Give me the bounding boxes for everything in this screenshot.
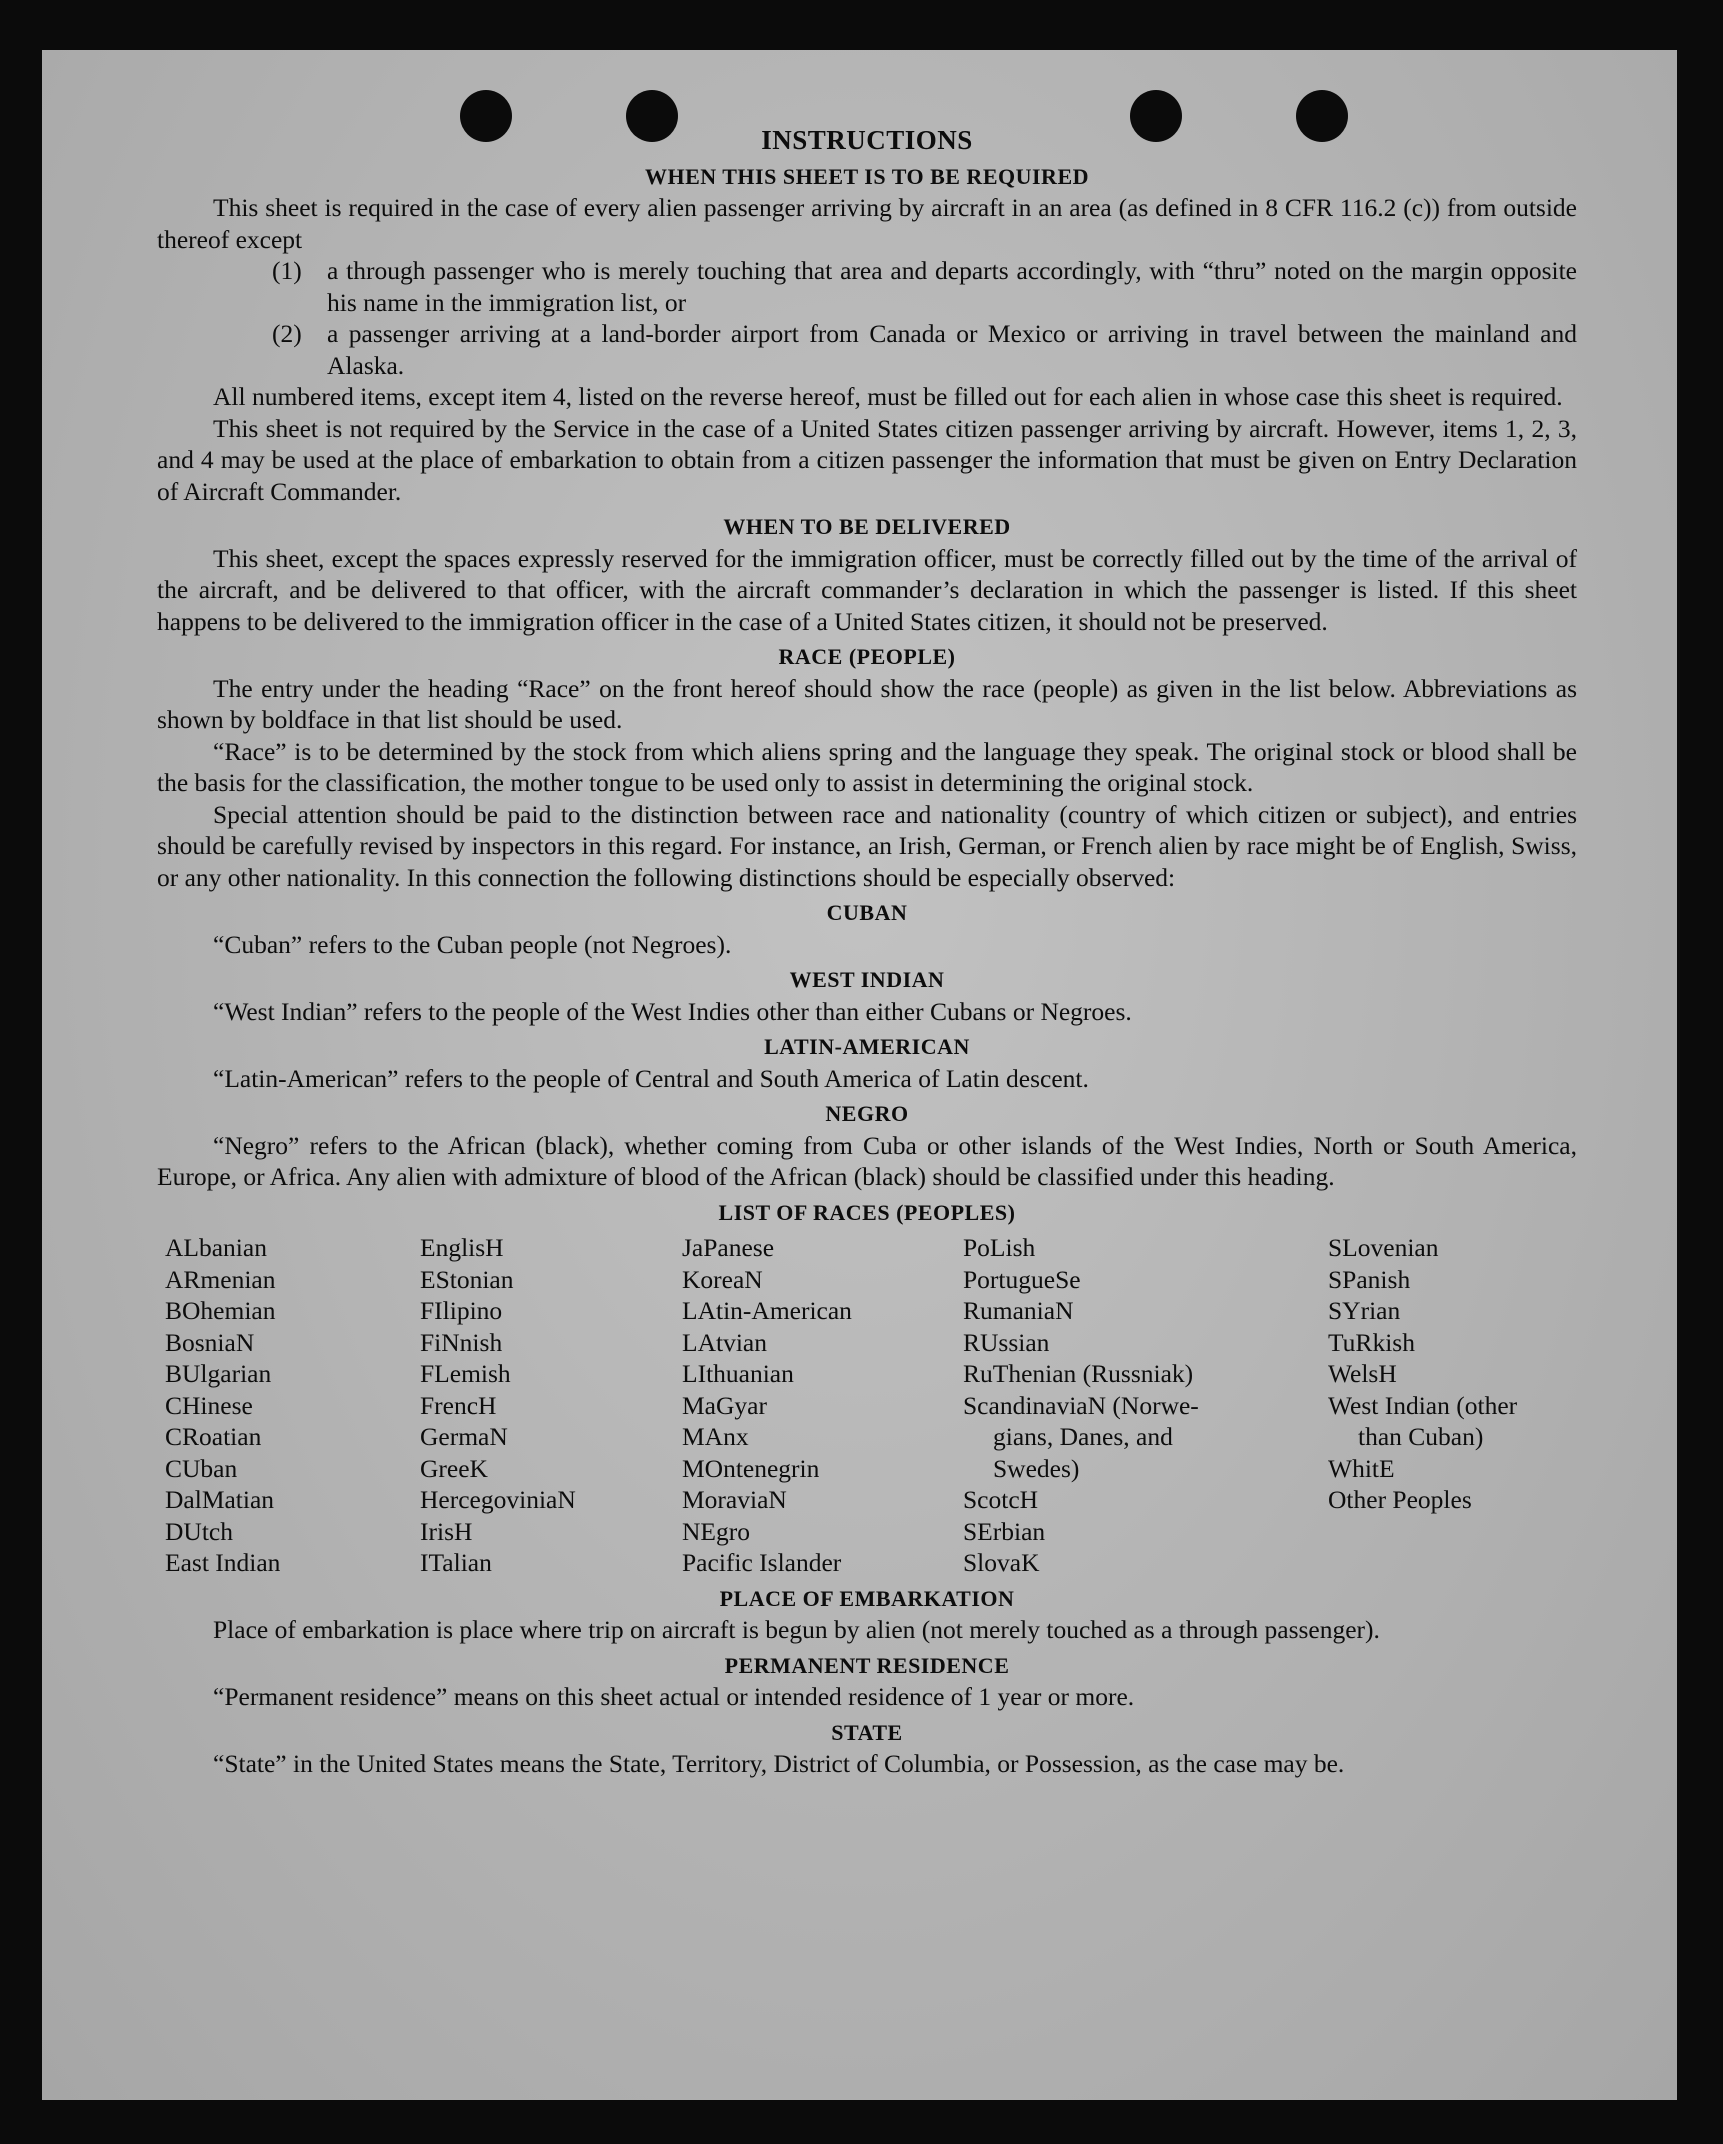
race-entry: SPanish bbox=[1328, 1264, 1411, 1294]
section-heading-race: RACE (PEOPLE) bbox=[778, 644, 956, 669]
races-column bbox=[963, 1232, 1328, 1579]
race-entry: ARmenian bbox=[165, 1264, 276, 1294]
required-intro: This sheet is required in the case of every alien passenger arriving by aircraft in an area (as defined in 8 CFR 116.2 (c)) from outside thereof except bbox=[157, 193, 1577, 254]
race-entry: Other Peoples bbox=[1328, 1485, 1472, 1514]
race-entry: FIlipino bbox=[420, 1296, 503, 1325]
race-entry: BUlgarian bbox=[165, 1359, 272, 1388]
race-entry: RUssian bbox=[963, 1327, 1050, 1357]
section-heading-embarkation: PLACE OF EMBARKATION bbox=[719, 1585, 1015, 1611]
race-entry: FrencH bbox=[420, 1390, 497, 1420]
race-entry: GreeK bbox=[420, 1453, 488, 1483]
race-entry: LAtvian bbox=[682, 1327, 767, 1357]
race-entry: CUban bbox=[165, 1453, 238, 1483]
race-entry: RuThenian (Russniak) bbox=[963, 1359, 1194, 1388]
races-column bbox=[165, 1232, 420, 1579]
race-entry: CHinese bbox=[165, 1390, 253, 1420]
section-heading-delivered: WHEN TO BE DELIVERED bbox=[723, 514, 1011, 539]
race-entry: SlovaK bbox=[963, 1548, 1040, 1577]
race-entry: HercegoviniaN bbox=[420, 1485, 576, 1514]
cuban-text: “Cuban” refers to the Cuban people (not Negroes). bbox=[213, 929, 732, 959]
races-table bbox=[165, 1232, 1577, 1579]
race-entry: GermaN bbox=[420, 1422, 508, 1451]
race-entry: EnglisH bbox=[420, 1233, 504, 1262]
race-entry: KoreaN bbox=[682, 1264, 763, 1294]
race-entry: BosniaN bbox=[165, 1327, 255, 1357]
section-heading-cuban: CUBAN bbox=[826, 900, 908, 925]
race-entry: EStonian bbox=[420, 1264, 514, 1294]
race-entry: SYrian bbox=[1328, 1296, 1401, 1325]
list-number: (1) bbox=[272, 256, 302, 285]
race-para3: Special attention should be paid to the distinction between race and nationality (country of which citizen or subject), and entries should be carefully revised by inspectors in this regard. For instance, an Irish, German, or French alien by race might be of English, Swiss, or any other nationality. In this connection the following distinctions should be especially observed: bbox=[157, 799, 1577, 892]
race-entry: DUtch bbox=[165, 1516, 233, 1546]
race-entry: CRoatian bbox=[165, 1422, 262, 1451]
race-entry: LIthuanian bbox=[682, 1359, 794, 1388]
section-heading-latin-american: LATIN-AMERICAN bbox=[764, 1034, 970, 1059]
residence-text: “Permanent residence” means on this sheet actual or intended residence of 1 year or more. bbox=[213, 1682, 1135, 1711]
race-para1: The entry under the heading “Race” on the front hereof should show the race (people) as given in the list below. Abbreviations as shown by boldface in that list should be used. bbox=[157, 673, 1577, 734]
race-para2: “Race” is to be determined by the stock from which aliens spring and the language they speak. The original stock or blood shall be the basis for the classification, the mother tongue to be used only to assist in determining the original stock. bbox=[157, 736, 1577, 797]
race-entry: Pacific Islander bbox=[682, 1548, 842, 1577]
section-heading-negro: NEGRO bbox=[825, 1101, 909, 1126]
section-heading-state: STATE bbox=[831, 1719, 903, 1745]
page-title: INSTRUCTIONS bbox=[761, 125, 973, 155]
race-entry: FiNnish bbox=[420, 1327, 503, 1357]
section-heading-required: WHEN THIS SHEET IS TO BE REQUIRED bbox=[644, 163, 1090, 189]
state-text: “State” in the United States means the State, Territory, District of Columbia, or Possession, as the case may be. bbox=[213, 1749, 1345, 1778]
list-item bbox=[272, 255, 1577, 318]
section-heading-residence: PERMANENT RESIDENCE bbox=[724, 1652, 1010, 1678]
document-sheet bbox=[42, 50, 1677, 2100]
race-entry: gians, Danes, and bbox=[993, 1422, 1173, 1451]
list-number: (2) bbox=[272, 319, 302, 348]
races-column bbox=[1328, 1232, 1586, 1579]
race-entry: ITalian bbox=[420, 1548, 492, 1577]
list-of-races-heading: LIST OF RACES (PEOPLES) bbox=[718, 1199, 1016, 1225]
instructions-content bbox=[157, 125, 1577, 1780]
section-heading-west-indian: WEST INDIAN bbox=[789, 967, 945, 992]
race-entry: NEgro bbox=[682, 1516, 750, 1546]
latin-american-text: “Latin-American” refers to the people of Central and South America of Latin descent. bbox=[213, 1063, 1089, 1093]
race-entry: WhitE bbox=[1328, 1453, 1395, 1483]
race-entry: ScotcH bbox=[963, 1485, 1039, 1514]
race-entry: West Indian (other bbox=[1328, 1390, 1518, 1420]
list-text: a through passenger who is merely touching that area and departs accordingly, with “thru” noted on the margin opposite his name in the immigration list, or bbox=[327, 256, 1577, 317]
race-entry: PoLish bbox=[963, 1233, 1036, 1262]
race-entry: DalMatian bbox=[165, 1485, 275, 1514]
race-entry: TuRkish bbox=[1328, 1327, 1415, 1357]
required-para3: This sheet is not required by the Service in the case of a United States citizen passenger arriving by aircraft. However, items 1, 2, 3, and 4 may be used at the place of embarkation to obtain from a citizen passenger the information that must be given on Entry Declaration of Aircraft Commander. bbox=[157, 413, 1577, 506]
races-column bbox=[420, 1232, 682, 1579]
race-entry: ScandinaviaN (Norwe- bbox=[963, 1390, 1199, 1420]
embarkation-text: Place of embarkation is place where trip on aircraft is begun by alien (not merely touched as a through passenger). bbox=[213, 1615, 1380, 1644]
race-entry: WelsH bbox=[1328, 1359, 1397, 1388]
race-entry: IrisH bbox=[420, 1516, 473, 1546]
race-entry: ALbanian bbox=[165, 1233, 267, 1262]
race-entry: SErbian bbox=[963, 1516, 1046, 1546]
race-entry: BOhemian bbox=[165, 1296, 276, 1325]
race-entry: SLovenian bbox=[1328, 1233, 1439, 1262]
race-entry: than Cuban) bbox=[1358, 1422, 1484, 1451]
race-entry: MoraviaN bbox=[682, 1485, 787, 1514]
race-entry: FLemish bbox=[420, 1359, 511, 1388]
race-entry: JaPanese bbox=[682, 1233, 775, 1262]
races-column bbox=[682, 1232, 963, 1579]
required-para2: All numbered items, except item 4, listed on the reverse hereof, must be filled out for each alien in whose case this sheet is required. bbox=[213, 382, 1563, 411]
race-entry: Swedes) bbox=[993, 1453, 1080, 1483]
race-entry: MaGyar bbox=[682, 1390, 767, 1420]
race-entry: LAtin-American bbox=[682, 1296, 852, 1325]
race-entry: MAnx bbox=[682, 1422, 749, 1451]
list-item bbox=[272, 318, 1577, 381]
race-entry: RumaniaN bbox=[963, 1296, 1074, 1325]
list-text: a passenger arriving at a land-border airport from Canada or Mexico or arriving in travel between the mainland and Alaska. bbox=[327, 319, 1577, 380]
negro-text: “Negro” refers to the African (black), whether coming from Cuba or other islands of the West Indies, North or South America, Europe, or Africa. Any alien with admixture of blood of the African (black) should be classified under this heading. bbox=[157, 1130, 1577, 1191]
race-entry: MOntenegrin bbox=[682, 1453, 820, 1483]
west-indian-text: “West Indian” refers to the people of the West Indies other than either Cubans or Negroes. bbox=[213, 996, 1132, 1026]
race-entry: PortugueSe bbox=[963, 1264, 1081, 1294]
delivered-text: This sheet, except the spaces expressly reserved for the immigration officer, must be correctly filled out by the time of the arrival of the aircraft, and be delivered to that officer, with the aircraft commander’s declaration in which the passenger is listed. If this sheet happens to be delivered to the immigration officer in the case of a United States citizen, it should not be preserved. bbox=[157, 543, 1577, 636]
race-entry: East Indian bbox=[165, 1548, 281, 1577]
